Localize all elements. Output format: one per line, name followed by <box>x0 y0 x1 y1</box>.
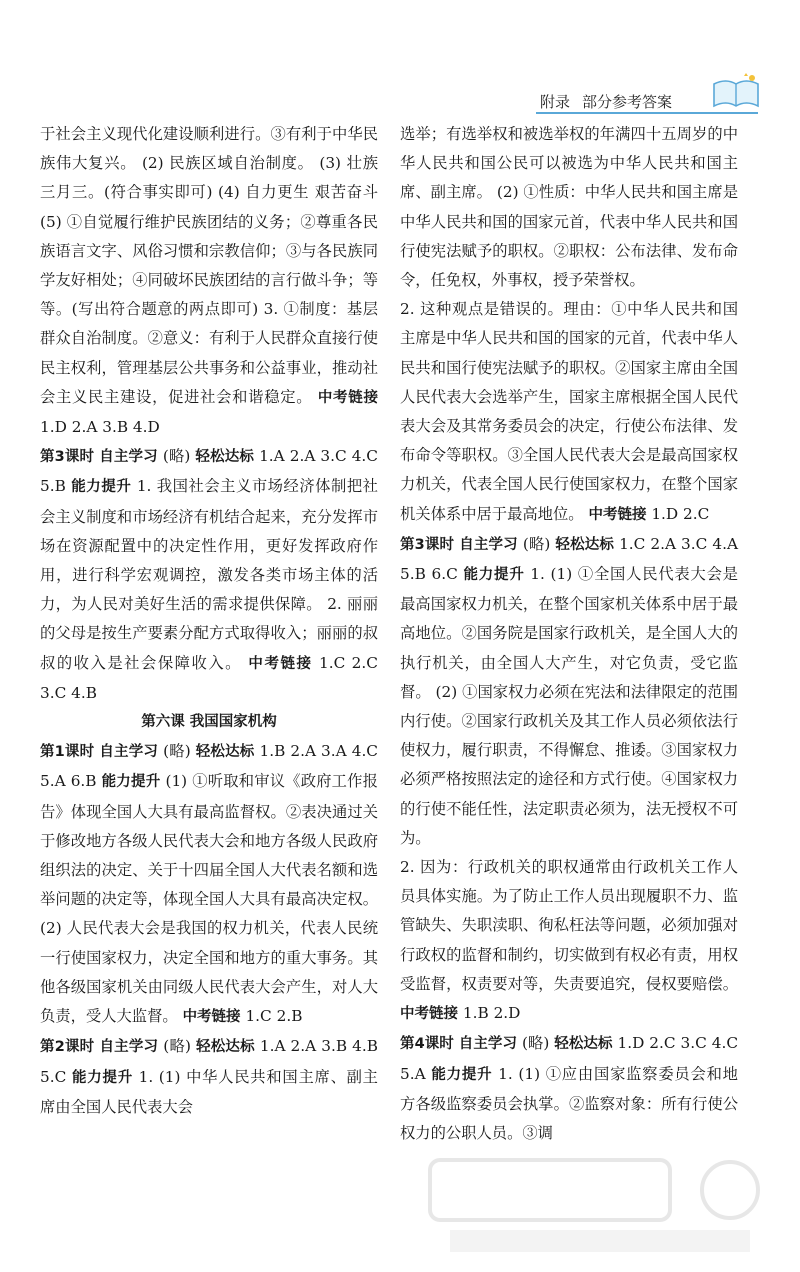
lesson-title: 第六课 我国国家机构 <box>141 714 277 731</box>
answer-block: 第3课时 自主学习 (略) 轻松达标 1.C 2.A 3.C 4.A 5.B 6.C 能力提升 1. (1) ①全国人民代表大会是最高国家权力机关，在整个国家机关体系中居于最高地位。②国务院是国家行政机关，是全国人大的执行机关，由全国人大产生，对它负责，受它监督。 (2) ①国家权力必须在宪法和法律限定的范围内行使。②国家行政机关及其工作人员必须依法行使权力，履行职责，不得懈怠、推诿。③国家权力必须严格按照法定的途径和方式行使。④国家权力的行使不能任性，法定职责必须为，法无授权不可为。 <box>400 534 738 847</box>
watermark-logo <box>410 1150 790 1260</box>
answer-block: 2. 这种观点是错误的。理由：①中华人民共和国主席是中华人民共和国的国家的元首，代表中华人民共和国行使宪法赋予的职权。②国家主席由全国人民代表大会选举产生，国家主席根据全国人民代表大会及其常务委员会的决定，行使公布法律、发布命令等职权。③全国人民代表大会是最高国家权力机关，代表全国人民行使国家权力，在整个国家机关体系中居于最高地位。 中考链接 1.D 2.C <box>400 300 738 523</box>
page-header <box>540 82 684 112</box>
header-title: 部分参考答案 <box>582 93 673 111</box>
book-icon <box>708 70 764 114</box>
answer-block: 选举；有选举权和被选举权的年满四十五周岁的中华人民共和国公民可以被选为中华人民共和国主席、副主席。 (2) ①性质：中华人民共和国主席是中华人民共和国的国家元首，代表中华人民共和国行使宪法赋予的职权。②职权：公布法律、发布命令，任免权，外事权，授予荣誉权。 <box>400 125 738 290</box>
right-column <box>400 120 738 1148</box>
answer-block: 第2课时 自主学习 (略) 轻松达标 1.A 2.A 3.B 4.B 5.C 能力提升 1. (1) 中华人民共和国主席、副主席由全国人民代表大会 <box>40 1037 378 1116</box>
answer-block: 于社会主义现代化建设顺利进行。③有利于中华民族伟大复兴。 (2) 民族区域自治制度。 (3) 壮族三月三。(符合事实即可) (4) 自力更生 艰苦奋斗 (5) ①自觉履行维护民族团结的义务；②尊重各民族语言文字、风俗习惯和宗教信仰；③与各民族同学友好相处；④同破坏民族团结的言行做斗争；等等。(写出符合题意的两点即可) 3. ①制度：基层群众自治制度。②意义：有利于人民群众直接行使民主权利，管理基层公共事务和公益事业，推动社会主义民主建设，促进社会和谐稳定。 中考链接 1.D 2.A 3.B 4.D <box>40 125 378 437</box>
answer-block: 第1课时 自主学习 (略) 轻松达标 1.B 2.A 3.A 4.C 5.A 6.B 能力提升 (1) ①听取和审议《政府工作报告》体现全国人大具有最高监督权。②表决通过关于修改地方各级人民代表大会和地方各级人民政府组织法的决定、关于十四届全国人大代表名额和选举问题的决定等，体现全国人大具有最高决定权。 (2) 人民代表大会是我国的权力机关，代表人民统一行使国家权力，决定全国和地方的重大事务。其他各级国家机关由同级人民代表大会产生，对人大负责，受人大监督。 中考链接 1.C 2.B <box>40 742 379 1026</box>
answer-block: 第4课时 自主学习 (略) 轻松达标 1.D 2.C 3.C 4.C 5.A 能力提升 1. (1) ①应由国家监察委员会和地方各级监察委员会执掌。②监察对象：所有行使公权力的公职人员。③调 <box>400 1034 739 1142</box>
header-section: 附录 <box>540 93 571 111</box>
left-column <box>40 120 378 1122</box>
answer-block: 第3课时 自主学习 (略) 轻松达标 1.A 2.A 3.C 4.C 5.B 能力提升 1. 我国社会主义市场经济体制把社会主义制度和市场经济有机结合起来，充分发挥市场在资源配置中的决定性作用，更好发挥政府作用，进行科学宏观调控，激发各类市场主体的活力，为人民对美好生活的需求提供保障。 2. 丽丽的父母是按生产要素分配方式取得收入；丽丽的叔叔的收入是社会保障收入。 中考链接 1.C 2.C 3.C 4.B <box>40 447 378 702</box>
answer-block: 2. 因为：行政机关的职权通常由行政机关工作人员具体实施。为了防止工作人员出现履职不力、监管缺失、失职渎职、徇私枉法等问题，必须加强对行政权的监督和制约，切实做到有权必有责，用权受监督，权责要对等，失责要追究，侵权要赔偿。 中考链接 1.B 2.D <box>400 858 738 1023</box>
